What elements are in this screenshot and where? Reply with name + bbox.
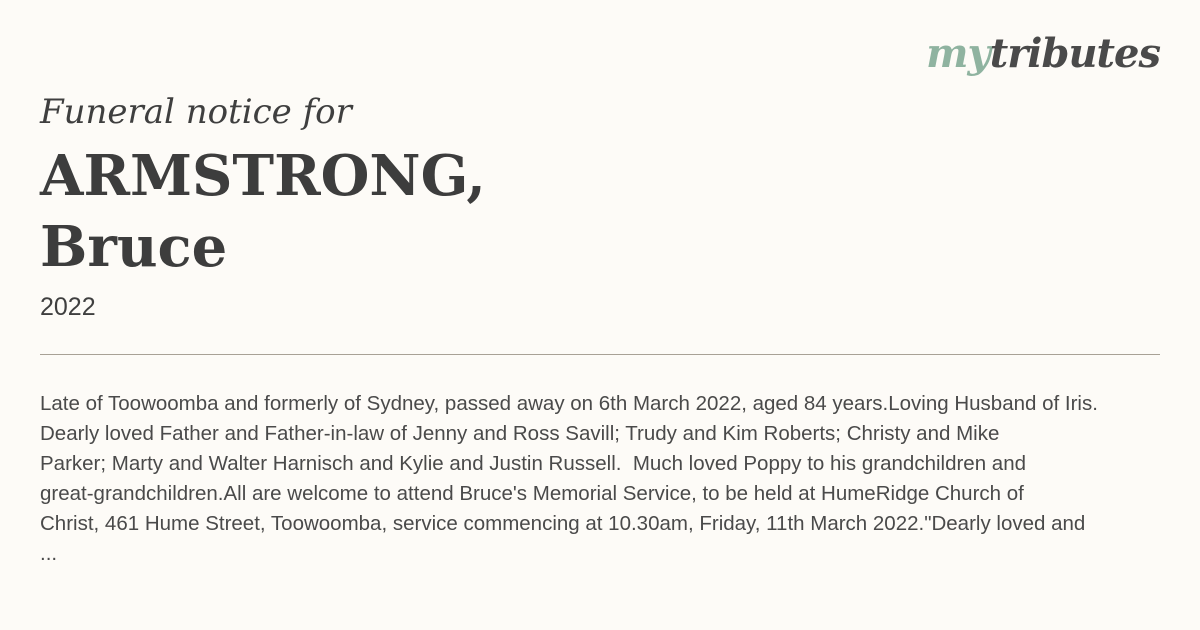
deceased-surname: ARMSTRONG,: [40, 143, 486, 209]
logo-tributes-text: tributes: [989, 30, 1160, 77]
notice-body-line: great-grandchildren.All are welcome to attend Bruce's Memorial Service, to be held at HumeRidge Church of: [40, 482, 1024, 505]
deceased-first-name: Bruce: [40, 214, 228, 280]
notice-year: 2022: [40, 293, 96, 321]
notice-body-line: Christ, 461 Hume Street, Toowoomba, service commencing at 10.30am, Friday, 11th March 2022."Dearly loved and: [40, 512, 1086, 535]
divider: [40, 354, 1160, 355]
logo-my-text: my: [926, 30, 990, 77]
notice-body-ellipsis: ...: [40, 542, 58, 565]
notice-body-line: Parker; Marty and Walter Harnisch and Kylie and Justin Russell. Much loved Poppy to his grandchildren and: [40, 452, 1027, 475]
notice-body: [40, 389, 1200, 569]
notice-label: Funeral notice for: [40, 92, 352, 132]
mytributes-logo[interactable]: [926, 30, 1160, 77]
notice-body-line: Dearly loved Father and Father-in-law of Jenny and Ross Savill; Trudy and Kim Roberts; Christy and Mike: [40, 422, 1000, 445]
notice-body-line: Late of Toowoomba and formerly of Sydney, passed away on 6th March 2022, aged 84 years.Loving Husband of Iris.: [40, 392, 1098, 415]
